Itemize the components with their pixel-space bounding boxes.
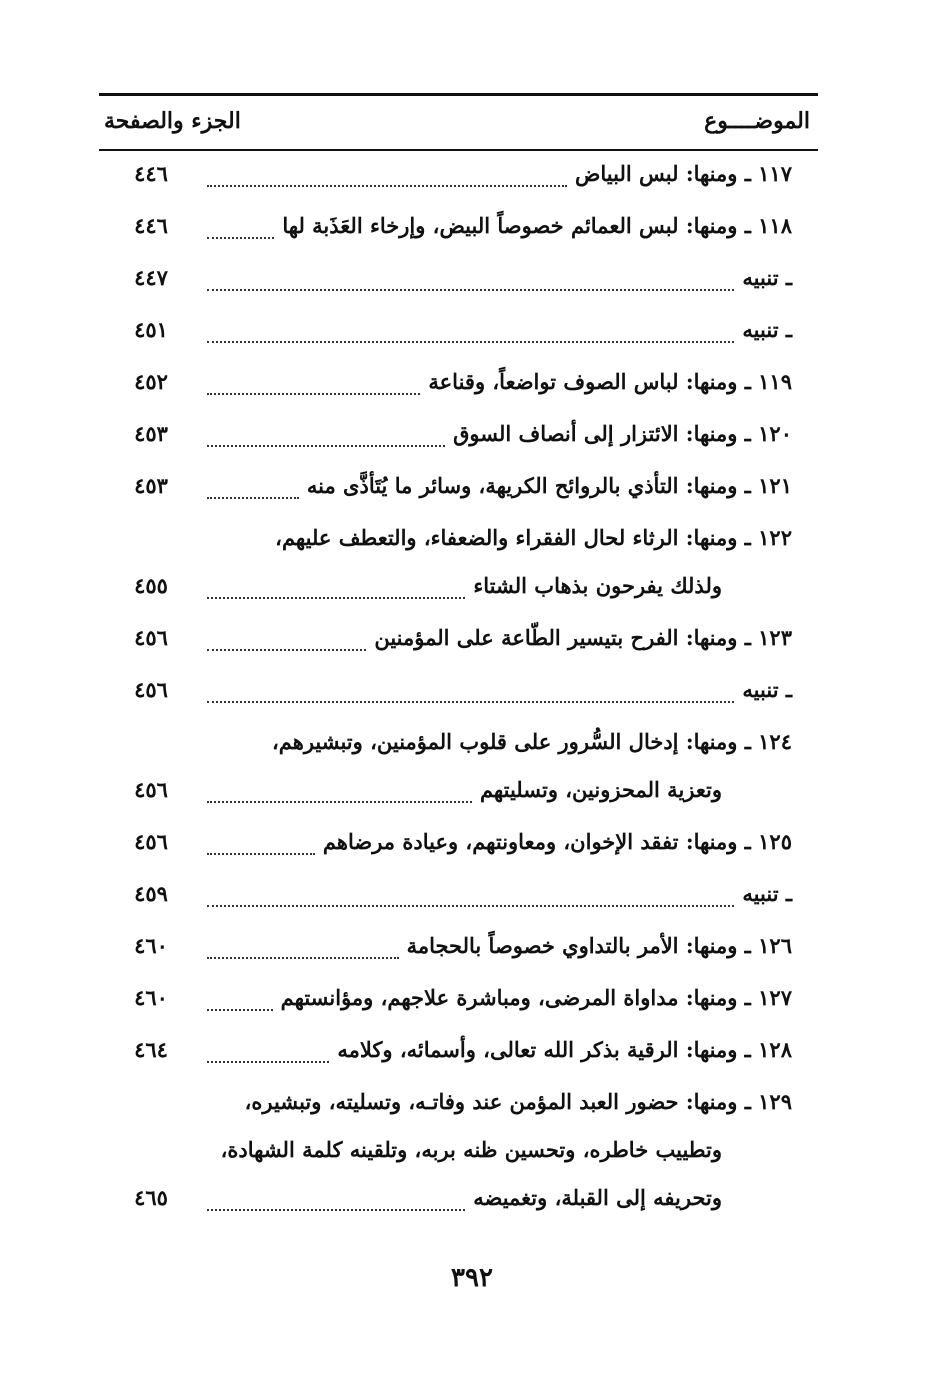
dot-leader	[207, 445, 445, 447]
toc-entry	[99, 871, 818, 923]
toc-entry-page: ٤٥٦	[134, 677, 168, 702]
toc-entry	[99, 975, 818, 1027]
toc-entry-title: ١٢٠ ـ ومنها: الائتزار إلى أنصاف السوق	[453, 421, 792, 446]
toc-entry-title: ١٢٨ ـ ومنها: الرقية بذكر الله تعالى، وأسمائه، وكلامه	[337, 1037, 792, 1062]
dot-leader	[207, 393, 420, 395]
toc-entry	[99, 307, 818, 359]
toc-entry-continuation	[99, 563, 818, 615]
toc-entry-page: ٤٥٣	[134, 421, 168, 446]
toc-entry-page: ٤٥٦	[134, 829, 168, 854]
toc-entry-title: ولذلك يفرحون بذهاب الشتاء	[473, 573, 722, 598]
toc-entry-page: ٤٦٥	[134, 1185, 168, 1210]
toc-entry-title: ـ تنبيه	[742, 881, 792, 906]
dot-leader	[207, 289, 734, 291]
dot-leader	[207, 701, 734, 703]
toc-entry-title: ١٢٣ ـ ومنها: الفرح بتيسير الطّاعة على المؤمنين	[374, 625, 792, 650]
dot-leader	[207, 1209, 465, 1211]
toc-entry	[99, 615, 818, 667]
toc-entry-continuation	[99, 767, 818, 819]
toc-entry-page: ٤٤٦	[134, 161, 168, 186]
page-number: ٣٩٢	[451, 1263, 493, 1293]
toc-entry-page: ٤٥٩	[134, 881, 168, 906]
toc-entry-title: ١٢٦ ـ ومنها: الأمر بالتداوي خصوصاً بالحجامة	[406, 933, 792, 958]
toc-entry-continuation	[99, 1127, 818, 1175]
toc-entry	[99, 923, 818, 975]
toc-entry-title: ١٢٤ ـ ومنها: إدخال السُّرور على قلوب المؤمنين، وتبشيرهم،	[271, 729, 792, 754]
toc-entry-title: ١١٧ ـ ومنها: لبس البياض	[575, 161, 792, 186]
toc-entry-title: ١١٨ ـ ومنها: لبس العمائم خصوصاً البيض، وإرخاء العَذَبة لها	[282, 213, 792, 238]
toc-entry-page: ٤٥١	[134, 317, 168, 342]
dot-leader	[207, 185, 567, 187]
toc-entry-page: ٤٤٧	[134, 265, 168, 290]
dot-leader	[207, 853, 315, 855]
dot-leader	[207, 497, 299, 499]
toc-entry	[99, 719, 818, 767]
toc-entry-title: وتعزية المحزونين، وتسليتهم	[479, 777, 722, 802]
toc-entry-title: وتطييب خاطره، وتحسين ظنه بربه، وتلقينه كلمة الشهادة،	[220, 1137, 722, 1162]
toc-entry-page: ٤٤٦	[134, 213, 168, 238]
dot-leader	[207, 597, 465, 599]
dot-leader	[207, 957, 399, 959]
dot-leader	[207, 1009, 273, 1011]
toc-entry	[99, 151, 818, 203]
toc-entry	[99, 255, 818, 307]
toc-entry-title: ١١٩ ـ ومنها: لباس الصوف تواضعاً، وقناعة	[428, 369, 792, 394]
dot-leader	[207, 649, 366, 651]
toc-entry	[99, 203, 818, 255]
toc-entry-title: ١٢٩ ـ ومنها: حضور العبد المؤمن عند وفاتـه، وتسليته، وتبشيره،	[244, 1089, 792, 1114]
topic-column-header: الموضــــوع	[704, 108, 810, 134]
toc-entry-title: ١٢٥ ـ ومنها: تفقد الإخوان، ومعاونتهم، وعيادة مرضاهم	[322, 829, 792, 854]
toc-entry-title: ١٢٢ ـ ومنها: الرثاء لحال الفقراء والضعفاء، والتعطف عليهم،	[275, 525, 792, 550]
toc-entry-title: ـ تنبيه	[742, 677, 792, 702]
toc-entry-page: ٤٥٥	[134, 573, 168, 598]
dot-leader	[207, 801, 472, 803]
toc-list	[99, 151, 818, 1227]
part-page-column-header: الجزء والصفحة	[104, 108, 241, 134]
toc-entry	[99, 359, 818, 411]
top-rule	[99, 93, 818, 96]
toc-entry-page: ٤٦٠	[134, 933, 168, 958]
dot-leader	[207, 341, 734, 343]
dot-leader	[207, 1061, 329, 1063]
toc-entry	[99, 819, 818, 871]
toc-entry-page: ٤٥٦	[134, 777, 168, 802]
toc-entry-page: ٤٥٦	[134, 625, 168, 650]
toc-entry-continuation	[99, 1175, 818, 1227]
toc-entry	[99, 667, 818, 719]
toc-entry-page: ٤٦٠	[134, 985, 168, 1010]
toc-entry	[99, 1079, 818, 1127]
toc-entry-page: ٤٥٢	[134, 369, 168, 394]
toc-entry-title: ـ تنبيه	[742, 317, 792, 342]
toc-entry-page: ٤٦٤	[134, 1037, 168, 1062]
dot-leader	[207, 237, 274, 239]
toc-entry-title: وتحريفه إلى القبلة، وتغميضه	[473, 1185, 722, 1210]
toc-entry-page: ٤٥٣	[134, 473, 168, 498]
toc-entry	[99, 515, 818, 563]
toc-entry	[99, 463, 818, 515]
dot-leader	[207, 905, 734, 907]
toc-entry	[99, 411, 818, 463]
toc-entry-title: ١٢١ ـ ومنها: التأذي بالروائح الكريهة، وسائر ما يُتَأذَّى منه	[306, 473, 792, 498]
toc-entry-title: ـ تنبيه	[742, 265, 792, 290]
toc-entry	[99, 1027, 818, 1079]
toc-entry-title: ١٢٧ ـ ومنها: مداواة المرضى، ومباشرة علاجهم، ومؤانستهم	[280, 985, 792, 1010]
